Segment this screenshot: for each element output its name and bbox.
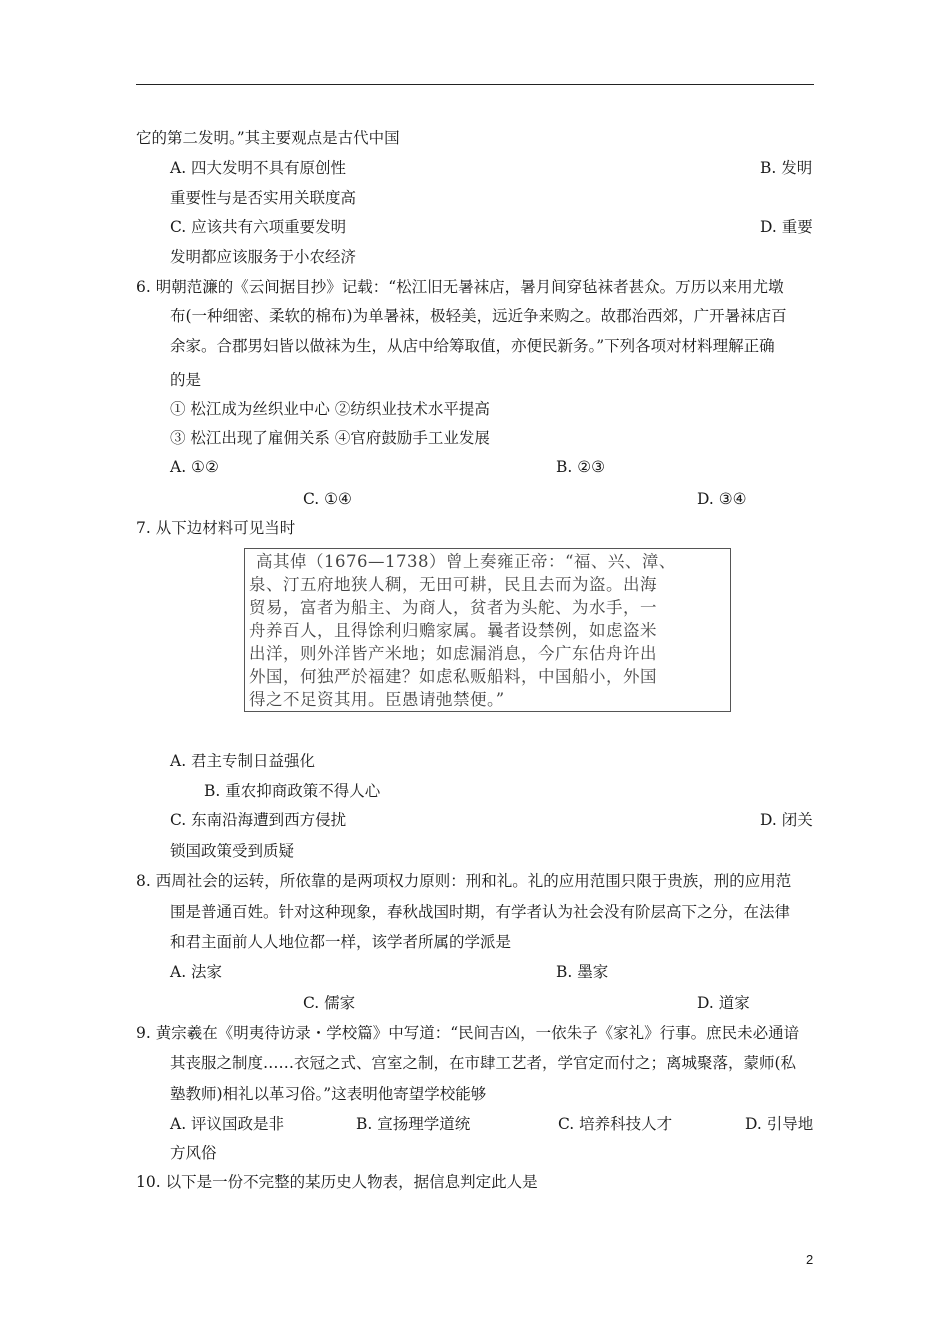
- question-6: 6. 明朝范濂的《云间据目抄》记载：“松江旧无暑袜店，暑月间穿毡袜者甚众。万历以来用尤墩: [136, 278, 784, 296]
- quote-line: 舟养百人，且得馀利归赡家属。曩者设禁例，如虑盗米: [249, 621, 657, 640]
- quote-line: 出洋，则外洋皆产米地；如虑漏消息，今广东估舟许出: [249, 644, 657, 663]
- quote-box: [244, 548, 731, 712]
- question-9: 9. 黄宗羲在《明夷待访录・学校篇》中写道：“民间吉凶，一依朱子《家礼》行事。庶民未必通谙: [136, 1024, 800, 1042]
- option-c: C. 东南沿海遭到西方侵扰: [170, 811, 347, 829]
- page-number: 2: [806, 1252, 814, 1267]
- option-b: B. 墨家: [556, 963, 609, 981]
- text-line: 围是普通百姓。针对这种现象，春秋战国时期，有学者认为社会没有阶层高下之分，在法律: [170, 903, 791, 921]
- option-a: A. 君主专制日益强化: [170, 752, 316, 770]
- text-line: 它的第二发明。”其主要观点是古代中国: [136, 129, 400, 147]
- option-b: B. ②③: [556, 458, 606, 476]
- statement-line: ③ 松江出现了雇佣关系 ④官府鼓励手工业发展: [170, 429, 490, 447]
- text-line: 发明都应该服务于小农经济: [170, 248, 357, 266]
- quote-line: 外国，何独严於福建？如虑私贩船料，中国船小，外国: [249, 667, 657, 686]
- header-rule: [136, 84, 814, 85]
- option-d: D. ③④: [697, 490, 747, 508]
- text-line: 布(一种细密、柔软的棉布)为单暑袜，极轻美，远近争来购之。故郡治西郊，广开暑袜店百: [170, 307, 787, 325]
- option-a: A. 法家: [170, 963, 223, 981]
- option-d: D. 重要: [760, 218, 813, 236]
- option-b: B. 宣扬理学道统: [356, 1115, 471, 1133]
- option-d: D. 道家: [697, 994, 750, 1012]
- quote-line: 得之不足资其用。臣愚请弛禁便。”: [249, 690, 505, 709]
- text-line: 塾教师)相礼以革习俗。”这表明他寄望学校能够: [170, 1085, 487, 1103]
- question-7: 7. 从下边材料可见当时: [136, 519, 296, 537]
- statement-line: ① 松江成为丝织业中心 ②纺织业技术水平提高: [170, 400, 490, 418]
- option-c: C. 儒家: [303, 994, 356, 1012]
- text-line: 方风俗: [170, 1144, 217, 1162]
- text-line: 和君主面前人人地位都一样，该学者所属的学派是: [170, 933, 512, 951]
- text-line: 重要性与是否实用关联度高: [170, 189, 357, 207]
- question-10: 10. 以下是一份不完整的某历史人物表，据信息判定此人是: [136, 1173, 538, 1191]
- quote-line: 泉、汀五府地狭人稠，无田可耕，民且去而为盗。出海: [249, 575, 657, 594]
- option-c: C. 应该共有六项重要发明: [170, 218, 347, 236]
- option-d: D. 闭关: [760, 811, 813, 829]
- text-line: 的是: [170, 371, 202, 389]
- option-b: B. 发明: [760, 159, 813, 177]
- option-d: D. 引导地: [745, 1115, 814, 1133]
- text-line: 余家。合郡男妇皆以做袜为生，从店中给筹取值，亦便民新务。”下列各项对材料理解正确: [170, 337, 775, 355]
- text-line: 其丧服之制度……衣冠之式、宫室之制，在市肆工艺者，学官定而付之；离城聚落，蒙师(私: [170, 1054, 797, 1072]
- option-a: A. ①②: [170, 458, 219, 476]
- option-a: A. 评议国政是非: [170, 1115, 285, 1133]
- option-c: C. 培养科技人才: [558, 1115, 673, 1133]
- option-a: A. 四大发明不具有原创性: [170, 159, 347, 177]
- option-b: B. 重农抑商政策不得人心: [204, 782, 381, 800]
- quote-line: 高其倬（1676—1738）曾上奏雍正帝：“福、兴、漳、: [256, 552, 676, 571]
- text-line: 锁国政策受到质疑: [170, 842, 295, 860]
- option-c: C. ①④: [303, 490, 352, 508]
- quote-line: 贸易，富者为船主、为商人，贫者为头舵、为水手，一: [249, 598, 657, 617]
- question-8: 8. 西周社会的运转，所依靠的是两项权力原则：刑和礼。礼的应用范围只限于贵族，刑的应用范: [136, 872, 792, 890]
